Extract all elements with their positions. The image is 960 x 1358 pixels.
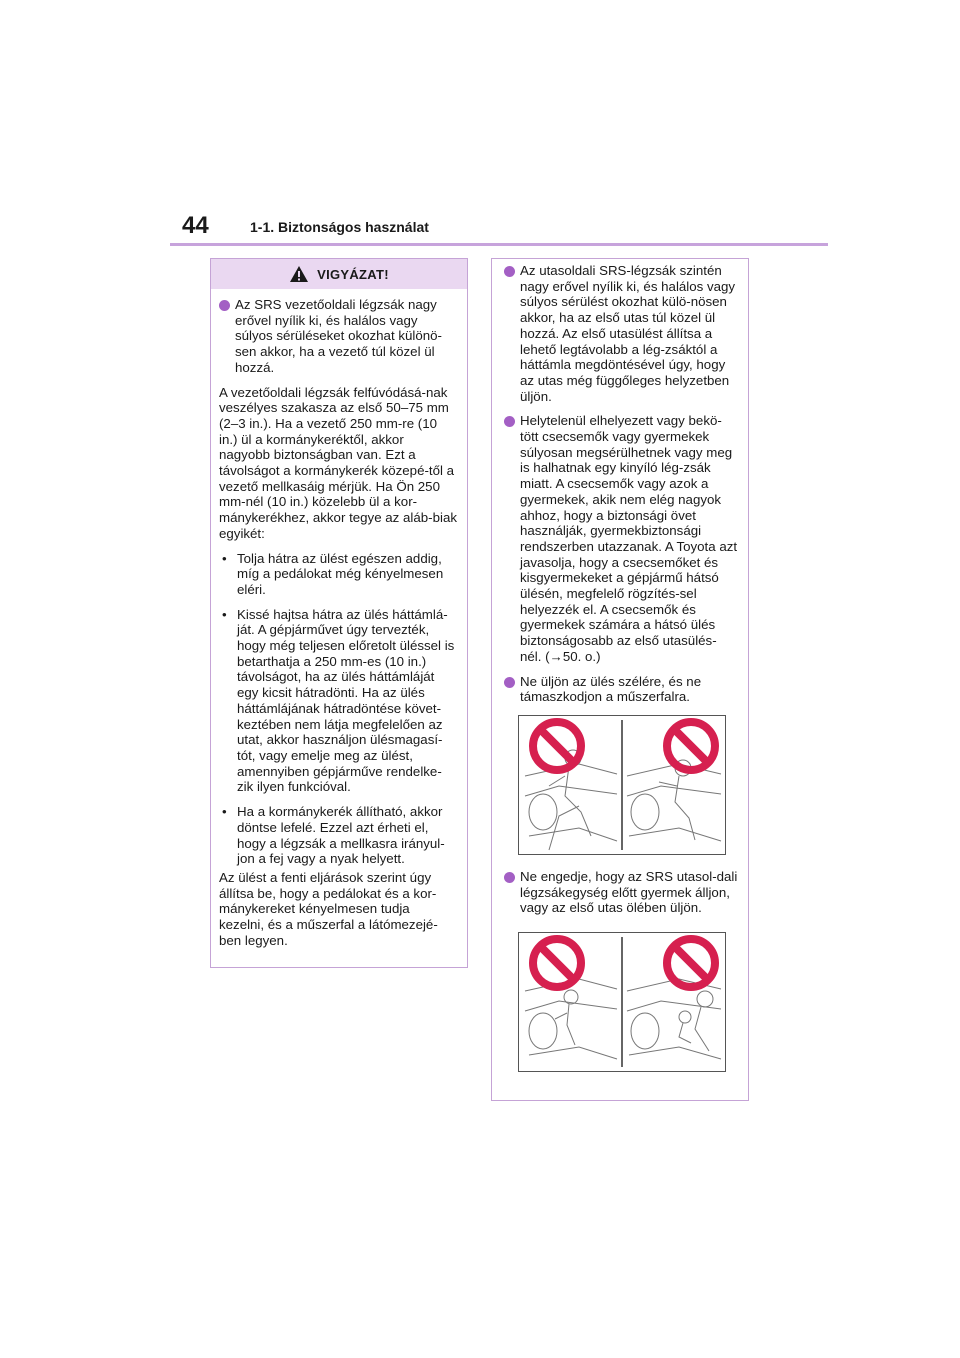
list-item <box>219 297 457 376</box>
bullet-dot-icon <box>219 300 230 311</box>
paragraph: Az ülést a fenti eljárások szerint úgy állítsa be, hogy a pedálokat és a kor-mánykereket kényelmesen tudja kezelni, és a műszerfal a látómezejé-ben legyen. <box>219 869 438 948</box>
sub-list-item <box>219 804 457 867</box>
caution-box-continued <box>491 258 749 1101</box>
page-number: 44 <box>182 212 209 239</box>
list-item-text: Ne engedje, hogy az SRS utasol-dali légzsákegység előtt gyermek álljon, vagy az első utas ölében üljön. <box>520 868 738 916</box>
caution-label: VIGYÁZAT! <box>317 266 389 282</box>
list-item <box>504 413 738 664</box>
list-item-text: Az SRS vezetőoldali légzsák nagy erővel nyílik ki, és halálos vagy súlyos sérüléseket okozhat különö-sen akkor, ha a vezető túl közel ül hozzá. <box>235 297 442 375</box>
prohibited-sign-icon <box>533 722 581 770</box>
illustration-leaning-on-dashboard <box>518 715 726 855</box>
caution-box <box>210 258 468 968</box>
caution-header <box>211 259 467 289</box>
sub-bullet-mark: • <box>222 606 227 622</box>
sub-bullet-mark: • <box>222 804 227 820</box>
list-item <box>504 674 738 705</box>
list-item-text: Helytelenül elhelyezett vagy bekö-tött csecsemők vagy gyermekek súlyosan megsérülhetnek vagy meg is halhatnak egy kinyíló lég-zsák miatt. A csecsemők vagy azok a gyermekek, akik nem elég nagyok ahhoz, hogy a biztonsági övet használják, gyermekbiztonsági rendszerben utazzanak. A Toyota azt javasolja, hogy a csecsemőket és kisgyermekeket a gépjármű hátsó ülésén, megfelelő rögzítés-sel helyezzék el. A csecsemők és gyermekek számára a hátsó ülés biztonságosabb az első utasülés-nél. (→50. o.) <box>520 413 738 664</box>
sub-list-item-text: Ha a kormánykerék állítható, akkor döntse lefelé. Ezzel azt érheti el, hogy a légzsák a mellkasra irányul-jon a fej vagy a nyak helyett. <box>237 804 445 867</box>
sub-list-item <box>219 551 457 598</box>
sub-list-item-text: Tolja hátra az ülést egészen addig, míg a pedálokat még kényelmesen eléri. <box>237 550 444 597</box>
section-title: 1-1. Biztonságos használat <box>250 219 429 235</box>
bullet-dot-icon <box>504 266 515 277</box>
sub-list-item <box>219 607 457 795</box>
list-item-text: Az utasoldali SRS-légzsák szintén nagy erővel nyílik ki, és halálos vagy súlyos sérülést okozhat külö-nösen akkor, ha az első utas túl közel ül hozzá. Az első utasülést állítsa a lehető legtávolabb a lég-zsáktól a háttámla megdöntésével úgy, hogy az utas még függőleges helyzetben üljön. <box>520 263 736 404</box>
warning-icon <box>289 265 309 283</box>
prohibited-sign-icon <box>533 939 581 987</box>
bullet-dot-icon <box>504 872 515 883</box>
illustration-child-in-front-of-airbag <box>518 932 726 1072</box>
prohibited-sign-icon <box>667 939 715 987</box>
list-item-text: Ne üljön az ülés szélére, és ne támaszkodjon a műszerfalra. <box>520 673 702 705</box>
prohibited-sign-icon <box>667 722 715 770</box>
sub-bullet-mark: • <box>222 550 227 566</box>
paragraph: A vezetőoldali légzsák felfúvódásá-nak veszélyes szakasza az első 50–75 mm (2–3 in.). Ha a vezető 250 mm-re (10 in.) ül a kormánykeréktől, akkor nagyobb biztonságban van. Ezt a távolságot a kormánykerék közepé-től a vezető mellkasáig mérjük. Ha Ön 250 mm-nél (10 in.) közelebb ül a kor-mánykerékhez, akkor tegye az aláb-biak egyikét: <box>219 384 457 541</box>
list-item <box>504 263 738 404</box>
header-rule <box>170 243 828 246</box>
bullet-dot-icon <box>504 416 515 427</box>
list-item <box>504 869 738 916</box>
bullet-dot-icon <box>504 677 515 688</box>
sub-list-item-text: Kissé hajtsa hátra az ülés háttámlá-ját. A gépjárművet úgy tervezték, hogy még teljesen előretolt üléssel is betarthatja a 250 mm-es (10 in.) távolságot, ha az ülés háttámláját egy kicsit hátradönti. Ha az ülés háttámlájának hátradöntése követ-keztében nem látja megfelelően az utat, akkor használjon ülésmagasí-tót, vagy emelje meg az ülést, amennyiben gépjárműve rendelke-zik ilyen funkcióval. <box>237 606 455 795</box>
